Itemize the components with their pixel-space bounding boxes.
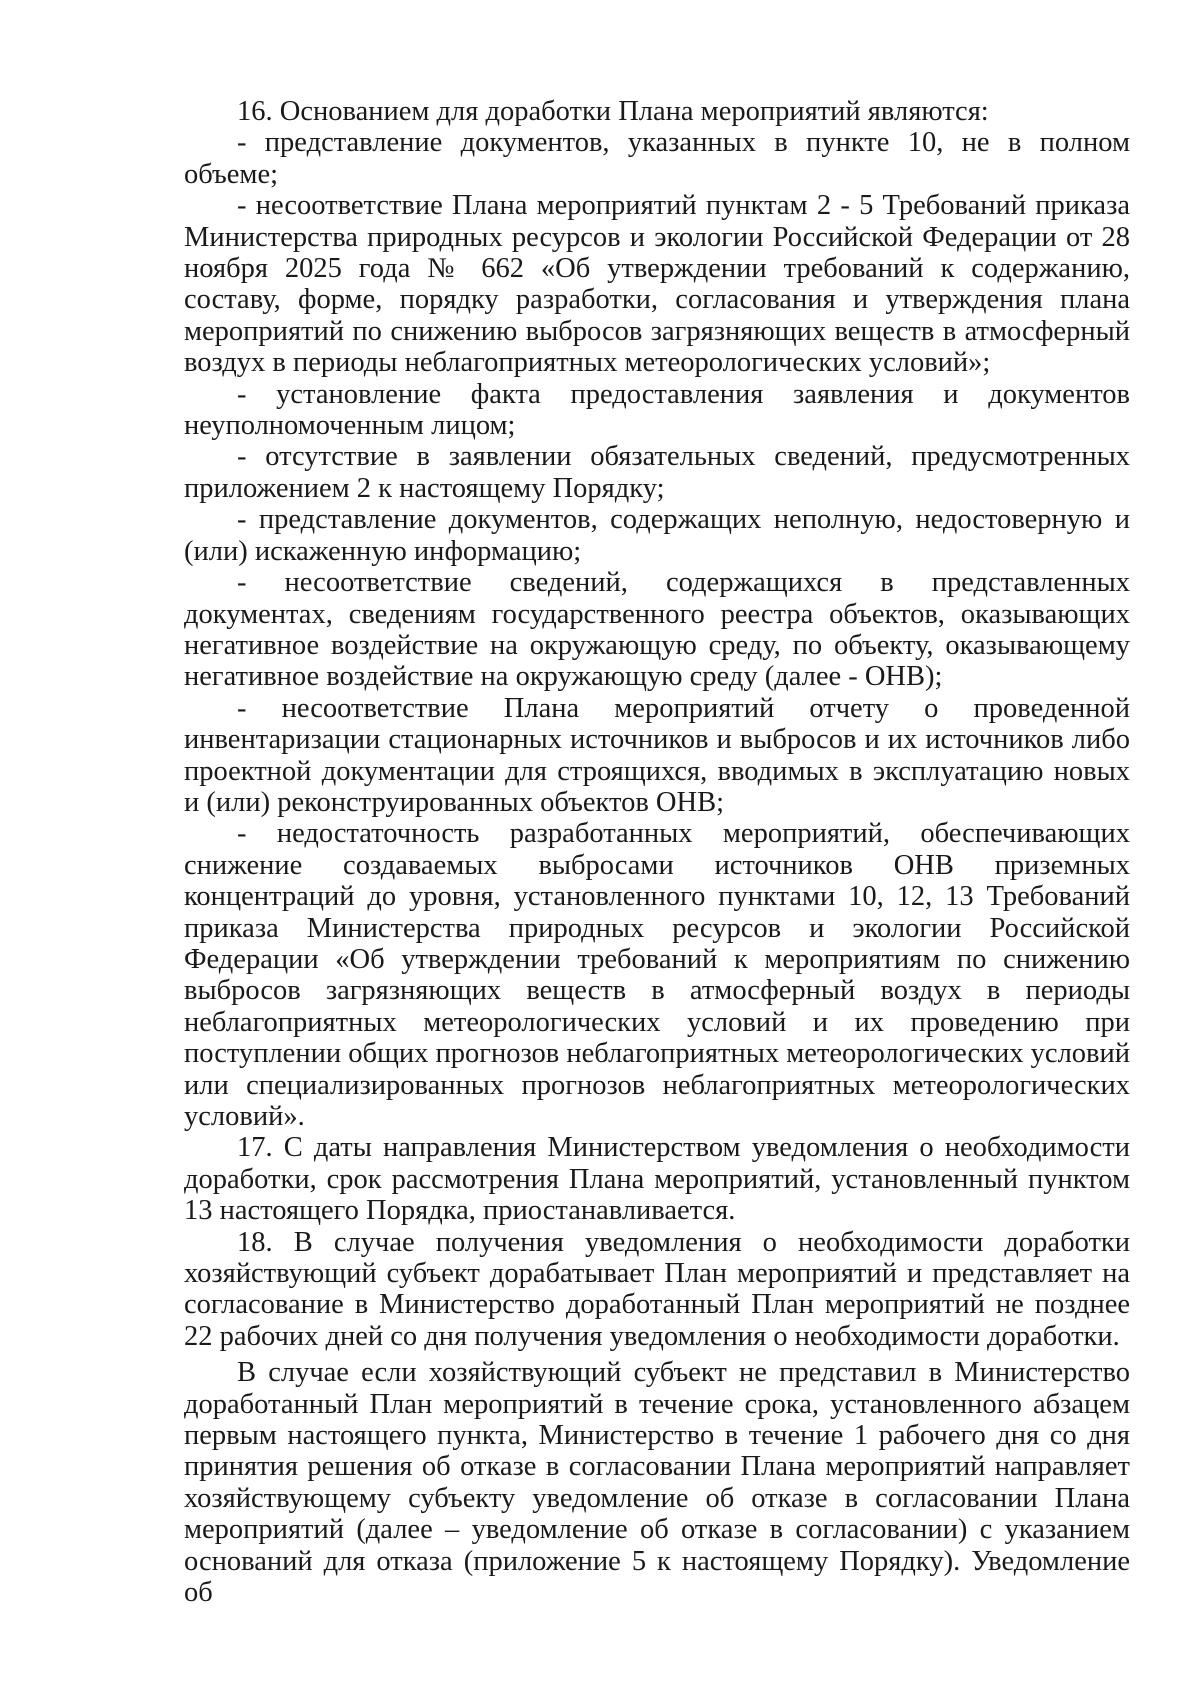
list-item-unauthorized-person: - установление факта предоставления заявления и документов неуполномоченным лицом;	[184, 378, 1130, 442]
list-item-registry-mismatch: - несоответствие сведений, содержащихся в представленных документах, сведениям государственного реестра объектов, оказывающих негативное воздействие на окружающую среду, по объекту, оказывающему негативное воздействие на окружающую среду (далее - ОНВ);	[184, 567, 1130, 693]
list-item-inventory-mismatch: - несоответствие Плана мероприятий отчету о проведенной инвентаризации стационарных источников и выбросов и их источников либо проектной документации для строящихся, вводимых в эксплуатацию новых и (или) реконструированных объектов ОНВ;	[184, 692, 1130, 818]
list-item-insufficient-measures: - недостаточность разработанных мероприятий, обеспечивающих снижение создаваемых выбросами источников ОНВ приземных концентраций до уровня, установленного пунктами 10, 12, 13 Требований приказа Министерства природных ресурсов и экологии Российской Федерации «Об утверждении требований к мероприятиям по снижению выбросов загрязняющих веществ в атмосферный воздух в периоды неблагоприятных метеорологических условий и их проведению при поступлении общих прогнозов неблагоприятных метеорологических условий или специализированных прогнозов неблагоприятных метеорологических условий».	[184, 818, 1130, 1132]
list-item-incomplete-documents: - представление документов, указанных в пункте 10, не в полном объеме;	[184, 127, 1130, 190]
list-item-requirements-mismatch: - несоответствие Плана мероприятий пунктам 2 - 5 Требований приказа Министерства природных ресурсов и экологии Российской Федерации от 28 ноября 2025 года № 662 «Об утверждении требований к содержанию, составу, форме, порядку разработки, согласования и утверждения плана мероприятий по снижению выбросов загрязняющих веществ в атмосферный воздух в периоды неблагоприятных метеорологических условий»;	[184, 190, 1130, 379]
document-page	[184, 96, 1130, 1609]
paragraph-17: 17. С даты направления Министерством уведомления о необходимости доработки, срок рассмотрения Плана мероприятий, установленный пунктом 13 настоящего Порядка, приостанавливается.	[184, 1132, 1130, 1227]
list-item-missing-information: - отсутствие в заявлении обязательных сведений, предусмотренных приложением 2 к настоящему Порядку;	[184, 441, 1130, 504]
paragraph-18: 18. В случае получения уведомления о необходимости доработки хозяйствующий субъект дорабатывает План мероприятий и представляет на согласование в Министерство доработанный План мероприятий не позднее 22 рабочих дней со дня получения уведомления о необходимости доработки.	[184, 1226, 1130, 1352]
list-item-inaccurate-information: - представление документов, содержащих неполную, недостоверную и (или) искаженную информацию;	[184, 504, 1130, 567]
paragraph-16-heading: 16. Основанием для доработки Плана мероприятий являются:	[237, 96, 989, 127]
paragraph-18-second: В случае если хозяйствующий субъект не представил в Министерство доработанный План мероприятий в течение срока, установленного абзацем первым настоящего пункта, Министерство в течение 1 рабочего дня со дня принятия решения об отказе в согласовании Плана мероприятий направляет хозяйствующему субъекту уведомление об отказе в согласовании Плана мероприятий (далее – уведомление об отказе в согласовании) с указанием оснований для отказа (приложение 5 к настоящему Порядку). Уведомление об	[184, 1357, 1130, 1609]
